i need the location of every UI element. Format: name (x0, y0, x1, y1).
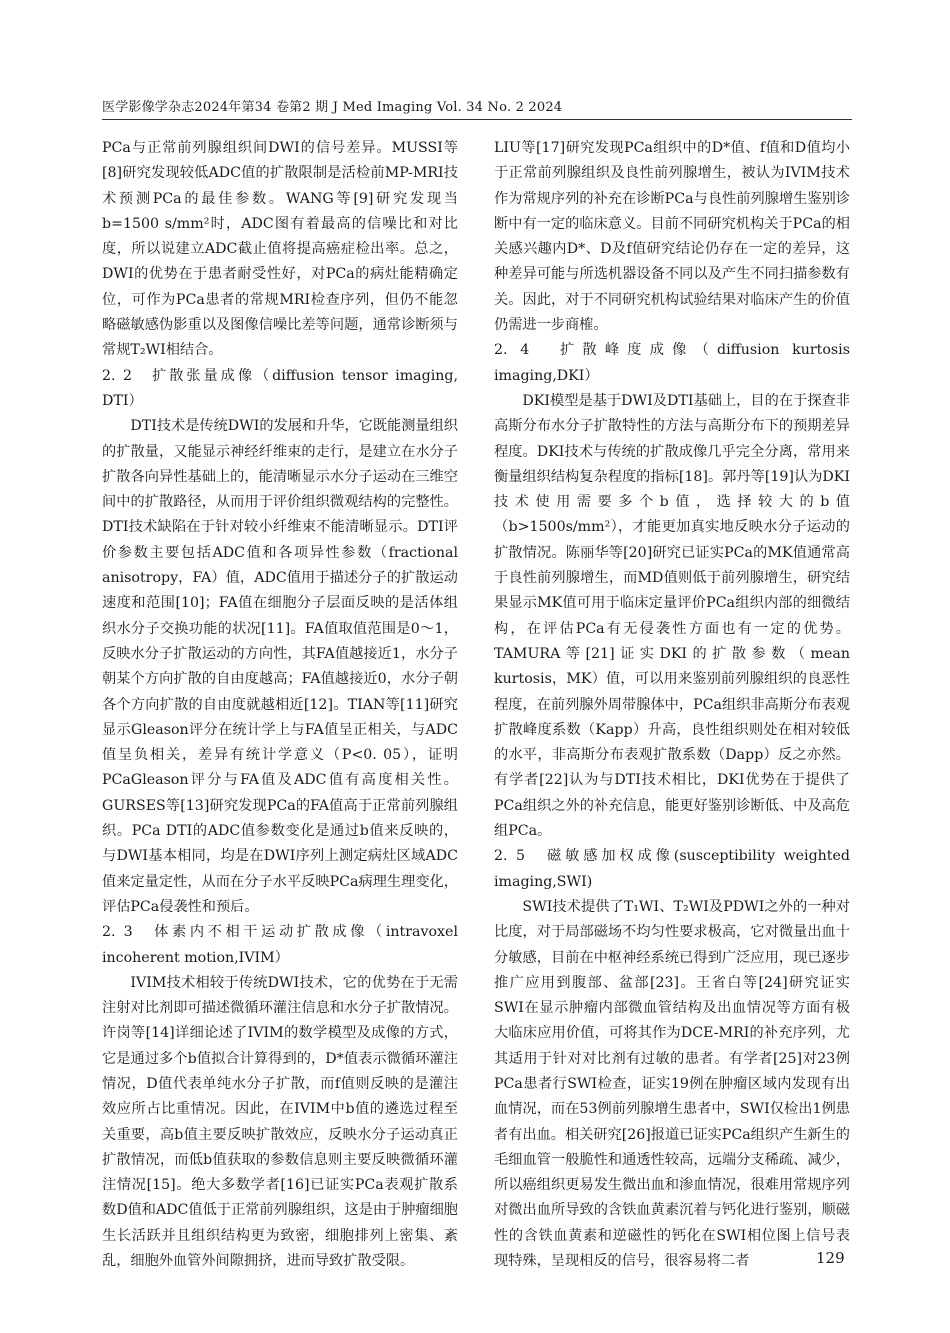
paragraph-dki: DKI模型是基于DWI及DTI基础上，目的在于探查非高斯分布水分子扩散特性的方法与高斯分布下的预期差异程度。DKI技术与传统的扩散成像几乎完全分离，常用来衡量组织结构复杂程度的指标[18]。郭丹等[19]认为DKI技术使用需要多个b值，选择较大的b值（b>1500s/mm²），才能更加真实地反映水分子运动的扩散情况。陈丽华等[20]研究已证实PCa的MK值通常高于良性前列腺增生，而MD值则低于前列腺增生，研究结果显示MK值可用于临床定量评价PCa组织内部的细微结构，在评估PCa有无侵袭性方面也有一定的优势。TAMURA等[21]证实DKI的扩散参数（mean kurtosis，MK）值，可以用来鉴别前列腺组织的良恶性程度，在前列腺外周带腺体中，PCa组织非高斯分布表观扩散峰度系数（Kapp）升高，良性组织则处在相对较低的水平，非高斯分布表观扩散系数（Dapp）反之亦然。有学者[22]认为与DTI技术相比，DKI优势在于提供了PCa组织之外的补充信息，能更好鉴别诊断低、中及高危组PCa。 (494, 392, 850, 840)
paragraph-ivim-end: LIU等[17]研究发现PCa组织中的D*值、f值和D值均小于正常前列腺组织及良性前列腺增生，被认为IVIM技术作为常规序列的补充在诊断PCa与良性前列腺增生鉴别诊断中有一定的临床意义。目前不同研究机构关于PCa的相关感兴趣内D*、D及f值研究结论仍存在一定的差异，这种差异可能与所选机器设备不同以及产生不同扫描参数有关。因此，对于不同研究机构试验结果对临床产生的价值仍需进一步商榷。 (494, 140, 850, 334)
right-column (494, 136, 850, 1274)
left-column (102, 136, 458, 1274)
section-heading-2-3: 2. 3 体素内不相干运动扩散成像（intravoxel incoherent motion,IVIM） (102, 924, 458, 966)
section-heading-2-4: 2. 4 扩散峰度成像（diffusion kurtosis imaging,DKI） (494, 342, 850, 384)
paragraph-ivim: IVIM技术相较于传统DWI技术，它的优势在于无需注射对比剂即可描述微循环灌注信息和水分子扩散情况。许岗等[14]详细论述了IVIM的数学模型及成像的方式，它是通过多个b值拟合计算得到的，D*值表示微循环灌注情况，D值代表单纯水分子扩散，而f值则反映的是灌注效应所占比重情况。因此，在IVIM中b值的遴选过程至关重要，高b值主要反映扩散效应，反映水分子运动真正扩散情况，而低b值获取的参数信息则主要反映微循环灌注情况[15]。绝大多数学者[16]已证实PCa表观扩散系数D值和ADC值低于正常前列腺组织，这是由于肿瘤细胞生长活跃并且组织结构更为致密，细胞排列上密集、紊乱，细胞外血管外间隙拥挤，进而导致扩散受限。 (102, 974, 458, 1270)
paragraph-swi: SWI技术提供了T₁WI、T₂WI及PDWI之外的一种对比度，对于局部磁场不均匀性要求极高，它对微量出血十分敏感，目前在中枢神经系统已得到广泛应用，现已逐步推广应用到腹部、盆部[23]。王省白等[24]研究证实SWI在显示肿瘤内部微血管结构及出血情况等方面有极大临床应用价值，可将其作为DCE-MRI的补充序列，尤其适用于针对对比剂有过敏的患者。有学者[25]对23例PCa患者行SWI检查，证实19例在肿瘤区域内发现有出血情况，而在53例前列腺增生患者中，SWI仅检出1例患者有出血。相关研究[26]报道已证实PCa组织产生新生的毛细血管一般脆性和通透性较高，远端分支稀疏、减少，所以癌组织更易发生微出血和渗血情况，很难用常规序列对微出血所导致的含铁血黄素沉着与钙化进行鉴别，顺磁性的含铁血黄素和逆磁性的钙化在SWI相位图上信号表现特殊，呈现相反的信号，很容易将二者 (494, 898, 850, 1270)
section-heading-2-5: 2. 5 磁敏感加权成像(susceptibility weighted imaging,SWI) (494, 848, 850, 890)
page-number: 129 (816, 1249, 845, 1267)
paragraph-dti: DTI技术是传统DWI的发展和升华，它既能测量组织的扩散量，又能显示神经纤维束的走行，是建立在水分子扩散各向异性基础上的，能清晰显示水分子运动在三维空间中的扩散路径，从而用于评价组织微观结构的完整性。DTI技术缺陷在于针对较小纤维束不能清晰显示。DTI评价参数主要包括ADC值和各项异性参数（fractional anisotropy，FA）值，ADC值用于描述分子的扩散运动速度和范围[10]；FA值在细胞分子层面反映的是活体组织水分子交换功能的状况[11]。FA值取值范围是0～1，反映水分子扩散运动的方向性，其FA值越接近1，水分子朝某个方向扩散的自由度越高；FA值越接近0，水分子朝各个方向扩散的自由度就越相近[12]。TIAN等[11]研究显示Gleason评分在统计学上与FA值呈正相关，与ADC值呈负相关，差异有统计学意义（P<0. 05），证明PCaGleason评分与FA值及ADC值有高度相关性。GURSES等[13]研究发现PCa的FA值高于正常前列腺组织。PCa DTI的ADC值参数变化是通过b值来反映的，与DWI基本相同，均是在DWI序列上测定病灶区域ADC值来定量定性，从而在分子水平反映PCa病理生理变化，评估PCa侵袭性和预后。 (102, 418, 458, 915)
header-rule (102, 119, 852, 120)
paragraph-dwi-end: PCa与正常前列腺组织间DWI的信号差异。MUSSI等[8]研究发现较低ADC值的扩散限制是活检前MP-MRI技术预测PCa的最佳参数。WANG等[9]研究发现当b=1500 s/mm²时，ADC图有着最高的信噪比和对比度，所以说建立ADC截止值将提高癌症检出率。总之，DWI的优势在于患者耐受性好，对PCa的病灶能精确定位，可作为PCa患者的常规MRI检查序列，但仍不能忽略磁敏感伪影重以及图像信噪比差等问题，通常诊断须与常规T₂WI相结合。 (102, 140, 458, 359)
section-heading-2-2: 2. 2 扩散张量成像（diffusion tensor imaging, DTI） (102, 367, 458, 409)
running-header: 医学影像学杂志2024年第34 卷第2 期 J Med Imaging Vol. 34 No. 2 2024 (102, 100, 563, 115)
